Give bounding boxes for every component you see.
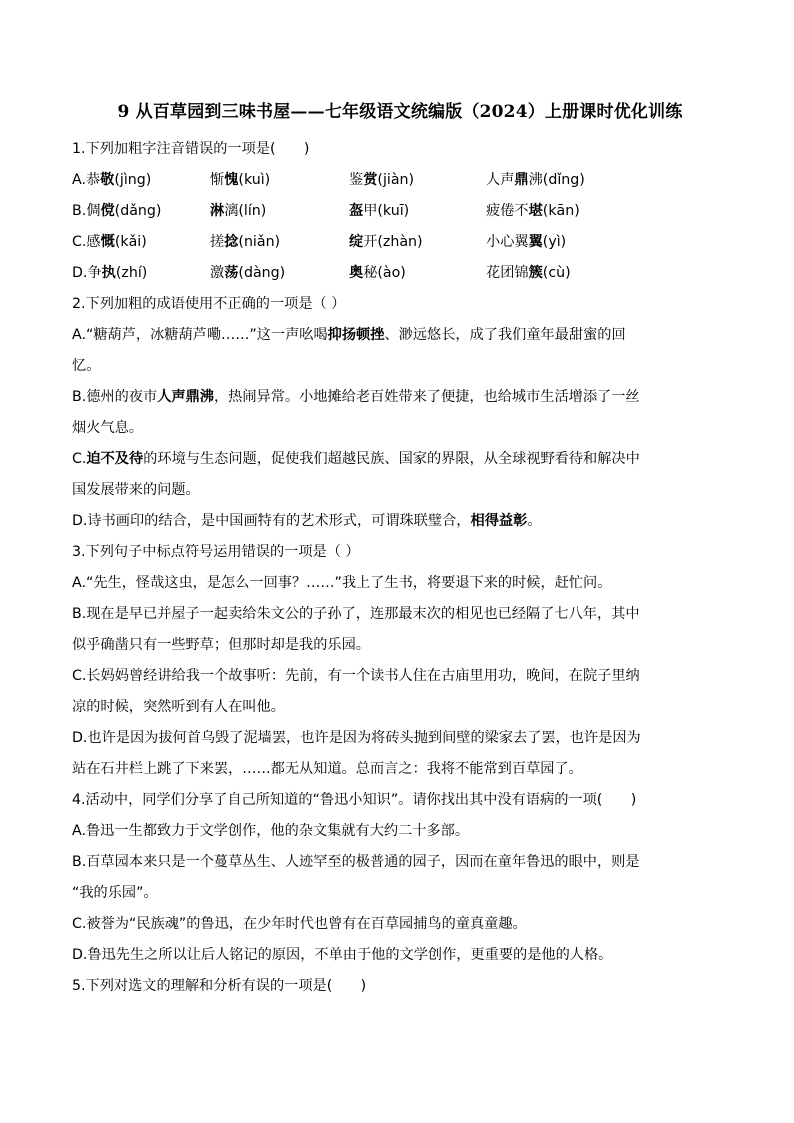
q3-option-d-cont: 站在石井栏上跳了下来罢，……都无从知道。总而言之：我将不能常到百草园了。 [72, 761, 583, 777]
q1-stem: 1.下列加粗字注音错误的一项是( ) [72, 141, 310, 157]
q1-b-item-3: 盔甲(kuī) [349, 203, 410, 219]
q3-option-a: A.“先生，怪哉这虫，是怎么一回事？……”我上了生书，将要退下来的时候，赶忙问。 [72, 575, 612, 591]
q4-option-b-cont: “我的乐园”。 [72, 885, 158, 901]
q3-option-c-cont: 凉的时候，突然听到有人在叫他。 [72, 699, 285, 715]
q4-stem: 4.活动中，同学们分享了自己所知道的“鲁迅小知识”。请你找出其中没有语病的一项( ) [72, 792, 637, 808]
q1-a-item-4: 人声鼎沸(dǐng) [486, 172, 585, 188]
q2-stem: 2.下列加粗的成语使用不正确的一项是（ ） [72, 296, 346, 312]
q5-stem: 5.下列对选文的理解和分析有误的一项是( ) [72, 978, 367, 994]
page-title: 9 从百草园到三味书屋——七年级语文统编版（2024）上册课时优化训练 [117, 102, 683, 122]
q1-c-item-4: 小心翼翼(yì) [486, 234, 567, 250]
q4-option-c: C.被誉为“民族魂”的鲁迅，在少年时代也曾有在百草园捕鸟的童真童趣。 [72, 916, 527, 932]
q4-option-d: D.鲁迅先生之所以让后人铭记的原因，不单由于他的文学创作，更重要的是他的人格。 [72, 947, 613, 963]
q1-d-item-2: 激荡(dàng) [210, 265, 286, 281]
q2-option-c-cont: 国发展带来的问题。 [72, 482, 200, 498]
q2-option-b: B.德州的夜市人声鼎沸，热闹异常。小地摊给老百姓带来了便捷，也给城市生活增添了一丝 [72, 389, 640, 405]
q1-a-item-2: 惭愧(kuì) [210, 172, 271, 188]
q2-option-b-cont: 烟火气息。 [72, 420, 143, 436]
q3-stem: 3.下列句子中标点符号运用错误的一项是（ ） [72, 544, 360, 560]
q4-option-b: B.百草园本来只是一个蔓草丛生、人迹罕至的极普通的园子，因而在童年鲁迅的眼中，则是 [72, 854, 640, 870]
q1-a-item-1: A.恭敬(jìng) [72, 172, 152, 188]
q3-option-d: D.也许是因为拔何首乌毁了泥墙罢，也许是因为将砖头抛到间壁的梁家去了罢，也许是因为 [72, 730, 641, 746]
q3-option-b: B.现在是早已并屋子一起卖给朱文公的子孙了，连那最末次的相见也已经隔了七八年，其中 [72, 606, 640, 622]
q2-option-a-cont: 忆。 [72, 358, 101, 374]
q1-d-item-3: 奥秘(ào) [349, 265, 406, 281]
q2-option-a: A.“糖葫芦，冰糖葫芦嘞……”这一声吆喝抑扬顿挫、渺远悠长，成了我们童年最甜蜜的回 [72, 327, 626, 343]
q1-a-item-3: 鉴赏(jiàn) [349, 172, 415, 188]
q1-d-item-4: 花团锦簇(cù) [486, 265, 571, 281]
q3-option-b-cont: 似乎确凿只有一些野草；但那时却是我的乐园。 [72, 637, 370, 653]
q3-option-c: C.长妈妈曾经讲给我一个故事听：先前，有一个读书人住在古庙里用功，晚间，在院子里纳 [72, 668, 640, 684]
q1-b-item-4: 疲倦不堪(kān) [486, 203, 580, 219]
q1-c-item-3: 绽开(zhàn) [349, 234, 423, 250]
q4-option-a: A.鲁迅一生都致力于文学创作，他的杂文集就有大约二十多部。 [72, 823, 470, 839]
q1-b-item-1: B.倜傥(dǎng) [72, 203, 162, 219]
q1-c-item-1: C.感慨(kǎi) [72, 234, 147, 250]
q1-d-item-1: D.争执(zhí) [72, 265, 148, 281]
q1-c-item-2: 搓捻(niǎn) [210, 234, 281, 250]
q2-option-d: D.诗书画印的结合，是中国画特有的艺术形式，可谓珠联璧合，相得益彰。 [72, 513, 542, 529]
q2-option-c: C.迫不及待的环境与生态问题，促使我们超越民族、国家的界限，从全球视野看待和解决中 [72, 451, 640, 467]
q1-b-item-2: 淋漓(lín) [210, 203, 267, 219]
